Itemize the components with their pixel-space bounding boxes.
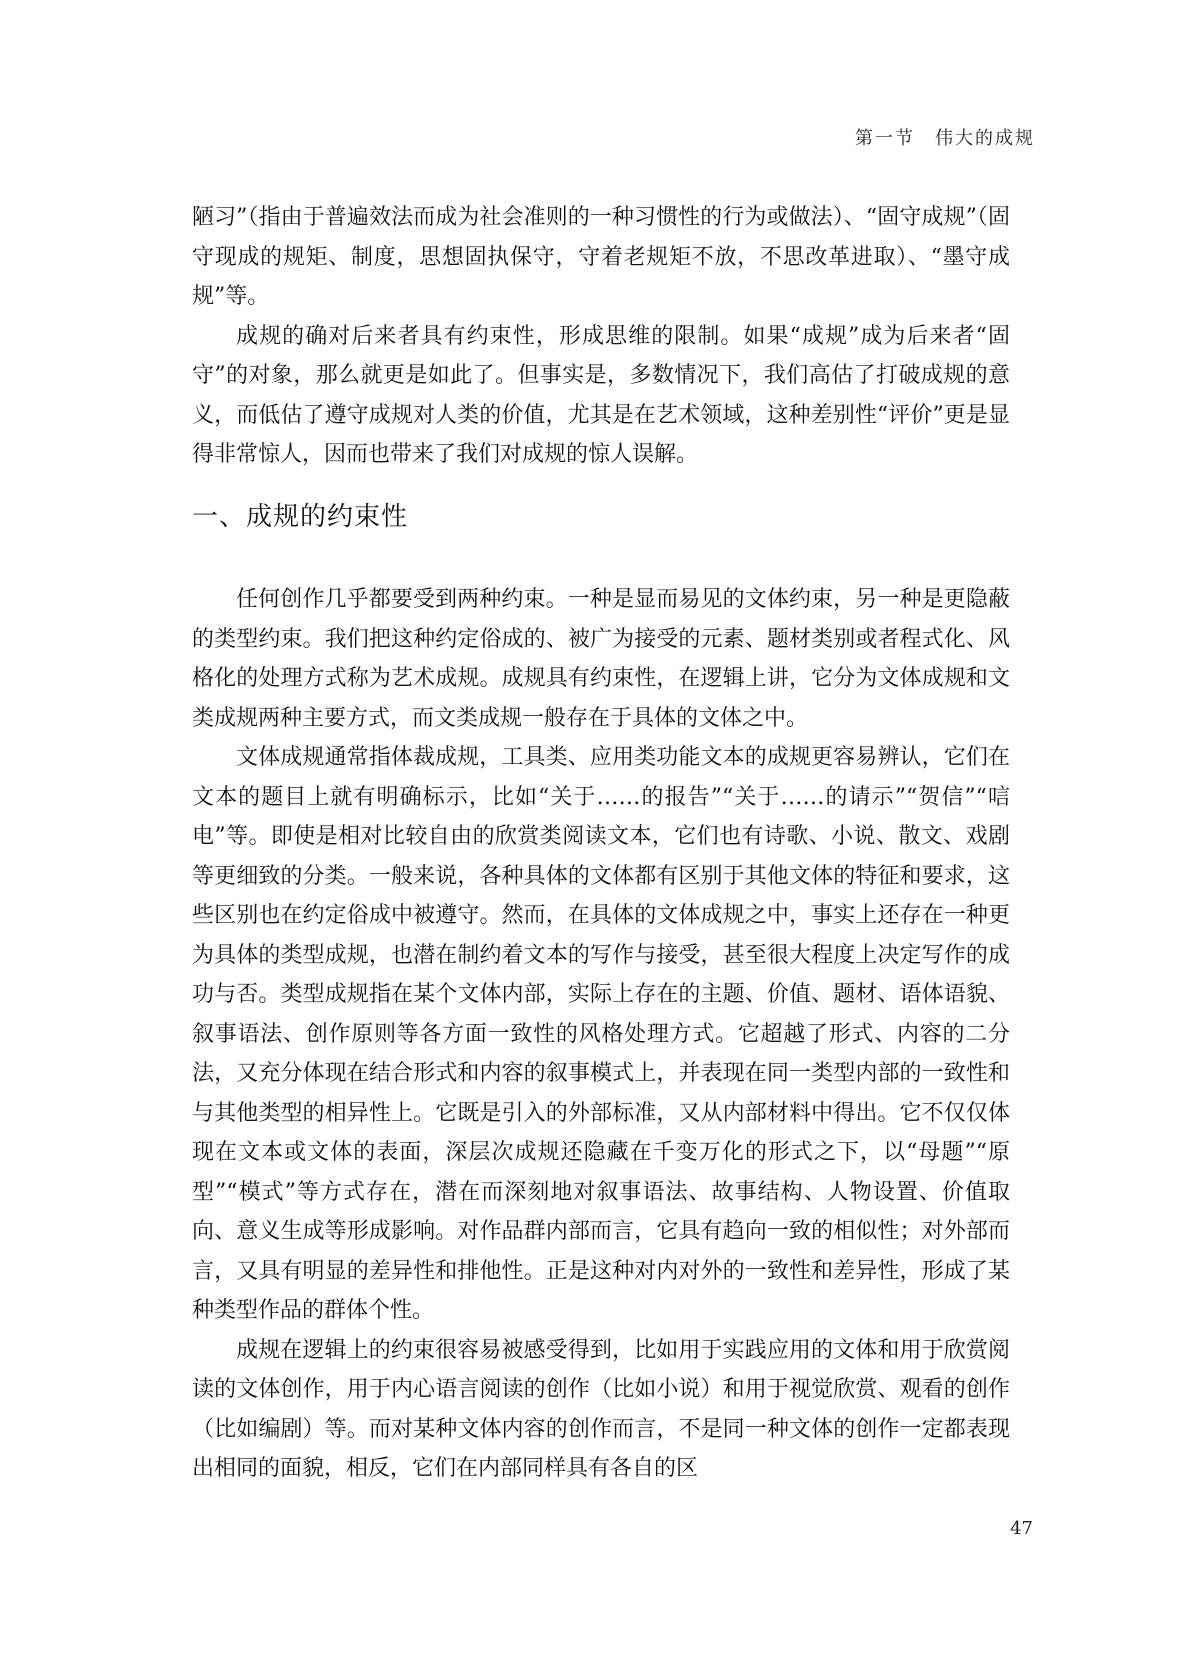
- paragraph: 成规的确对后来者具有约束性，形成思维的限制。如果“成规”成为后来者“固守”的对象，那么就更是如此了。但事实是，多数情况下，我们高估了打破成规的意义，而低估了遵守成规对人类的价值，尤其是在艺术领域，这种差别性“评价”更是显得非常惊人，因而也带来了我们对成规的惊人误解。: [192, 323, 1010, 467]
- main-text-block: [192, 580, 1010, 1489]
- page-number: 47: [1010, 1518, 1033, 1539]
- header-section-title: 伟大的成规: [935, 128, 1035, 149]
- intro-text-block: [192, 198, 1010, 475]
- paragraph: 任何创作几乎都要受到两种约束。一种是显而易见的文体约束，另一种是更隐蔽的类型约束。我们把这种约定俗成的、被广为接受的元素、题材类别或者程式化、风格化的处理方式称为艺术成规。成规具有约束性，在逻辑上讲，它分为文体成规和文类成规两种主要方式，而文类成规一般存在于具体的文体之中。: [192, 587, 1010, 731]
- running-header: [855, 124, 1035, 150]
- header-section-label: 第一节: [855, 128, 915, 149]
- paragraph: 成规在逻辑上的约束很容易被感受得到，比如用于实践应用的文体和用于欣赏阅读的文体创作，用于内心语言阅读的创作（比如小说）和用于视觉欣赏、观看的创作（比如编剧）等。而对某种文体内容的创作而言，不是同一种文体的创作一定都表现出相同的面貌，相反，它们在内部同样具有各自的区: [192, 1337, 1010, 1481]
- continued-paragraph: 陋习”（指由于普遍效法而成为社会准则的一种习惯性的行为或做法）、“固守成规”（固守现成的规矩、制度，思想固执保守，守着老规矩不放，不思改革进取）、“墨守成规”等。: [192, 205, 1010, 309]
- paragraph: 文体成规通常指体裁成规，工具类、应用类功能文本的成规更容易辨认，它们在文本的题目上就有明确标示，比如“关于……的报告”“关于……的请示”“贺信”“唁电”等。即使是相对比较自由的欣赏类阅读文本，它们也有诗歌、小说、散文、戏剧等更细致的分类。一般来说，各种具体的文体都有区别于其他文体的特征和要求，这些区别也在约定俗成中被遵守。然而，在具体的文体成规之中，事实上还存在一种更为具体的类型成规，也潜在制约着文本的写作与接受，甚至很大程度上决定写作的成功与否。类型成规指在某个文体内部，实际上存在的主题、价值、题材、语体语貌、叙事语法、创作原则等各方面一致性的风格处理方式。它超越了形式、内容的二分法，又充分体现在结合形式和内容的叙事模式上，并表现在同一类型内部的一致性和与其他类型的相异性上。它既是引入的外部标准，又从内部材料中得出。它不仅仅体现在文本或文体的表面，深层次成规还隐藏在千变万化的形式之下，以“母题”“原型”“模式”等方式存在，潜在而深刻地对叙事语法、故事结构、人物设置、价值取向、意义生成等形成影响。对作品群内部而言，它具有趋向一致的相似性；对外部而言，又具有明显的差异性和排他性。正是这种对内对外的一致性和差异性，形成了某种类型作品的群体个性。: [192, 745, 1010, 1323]
- section-heading: 一、成规的约束性: [192, 502, 409, 532]
